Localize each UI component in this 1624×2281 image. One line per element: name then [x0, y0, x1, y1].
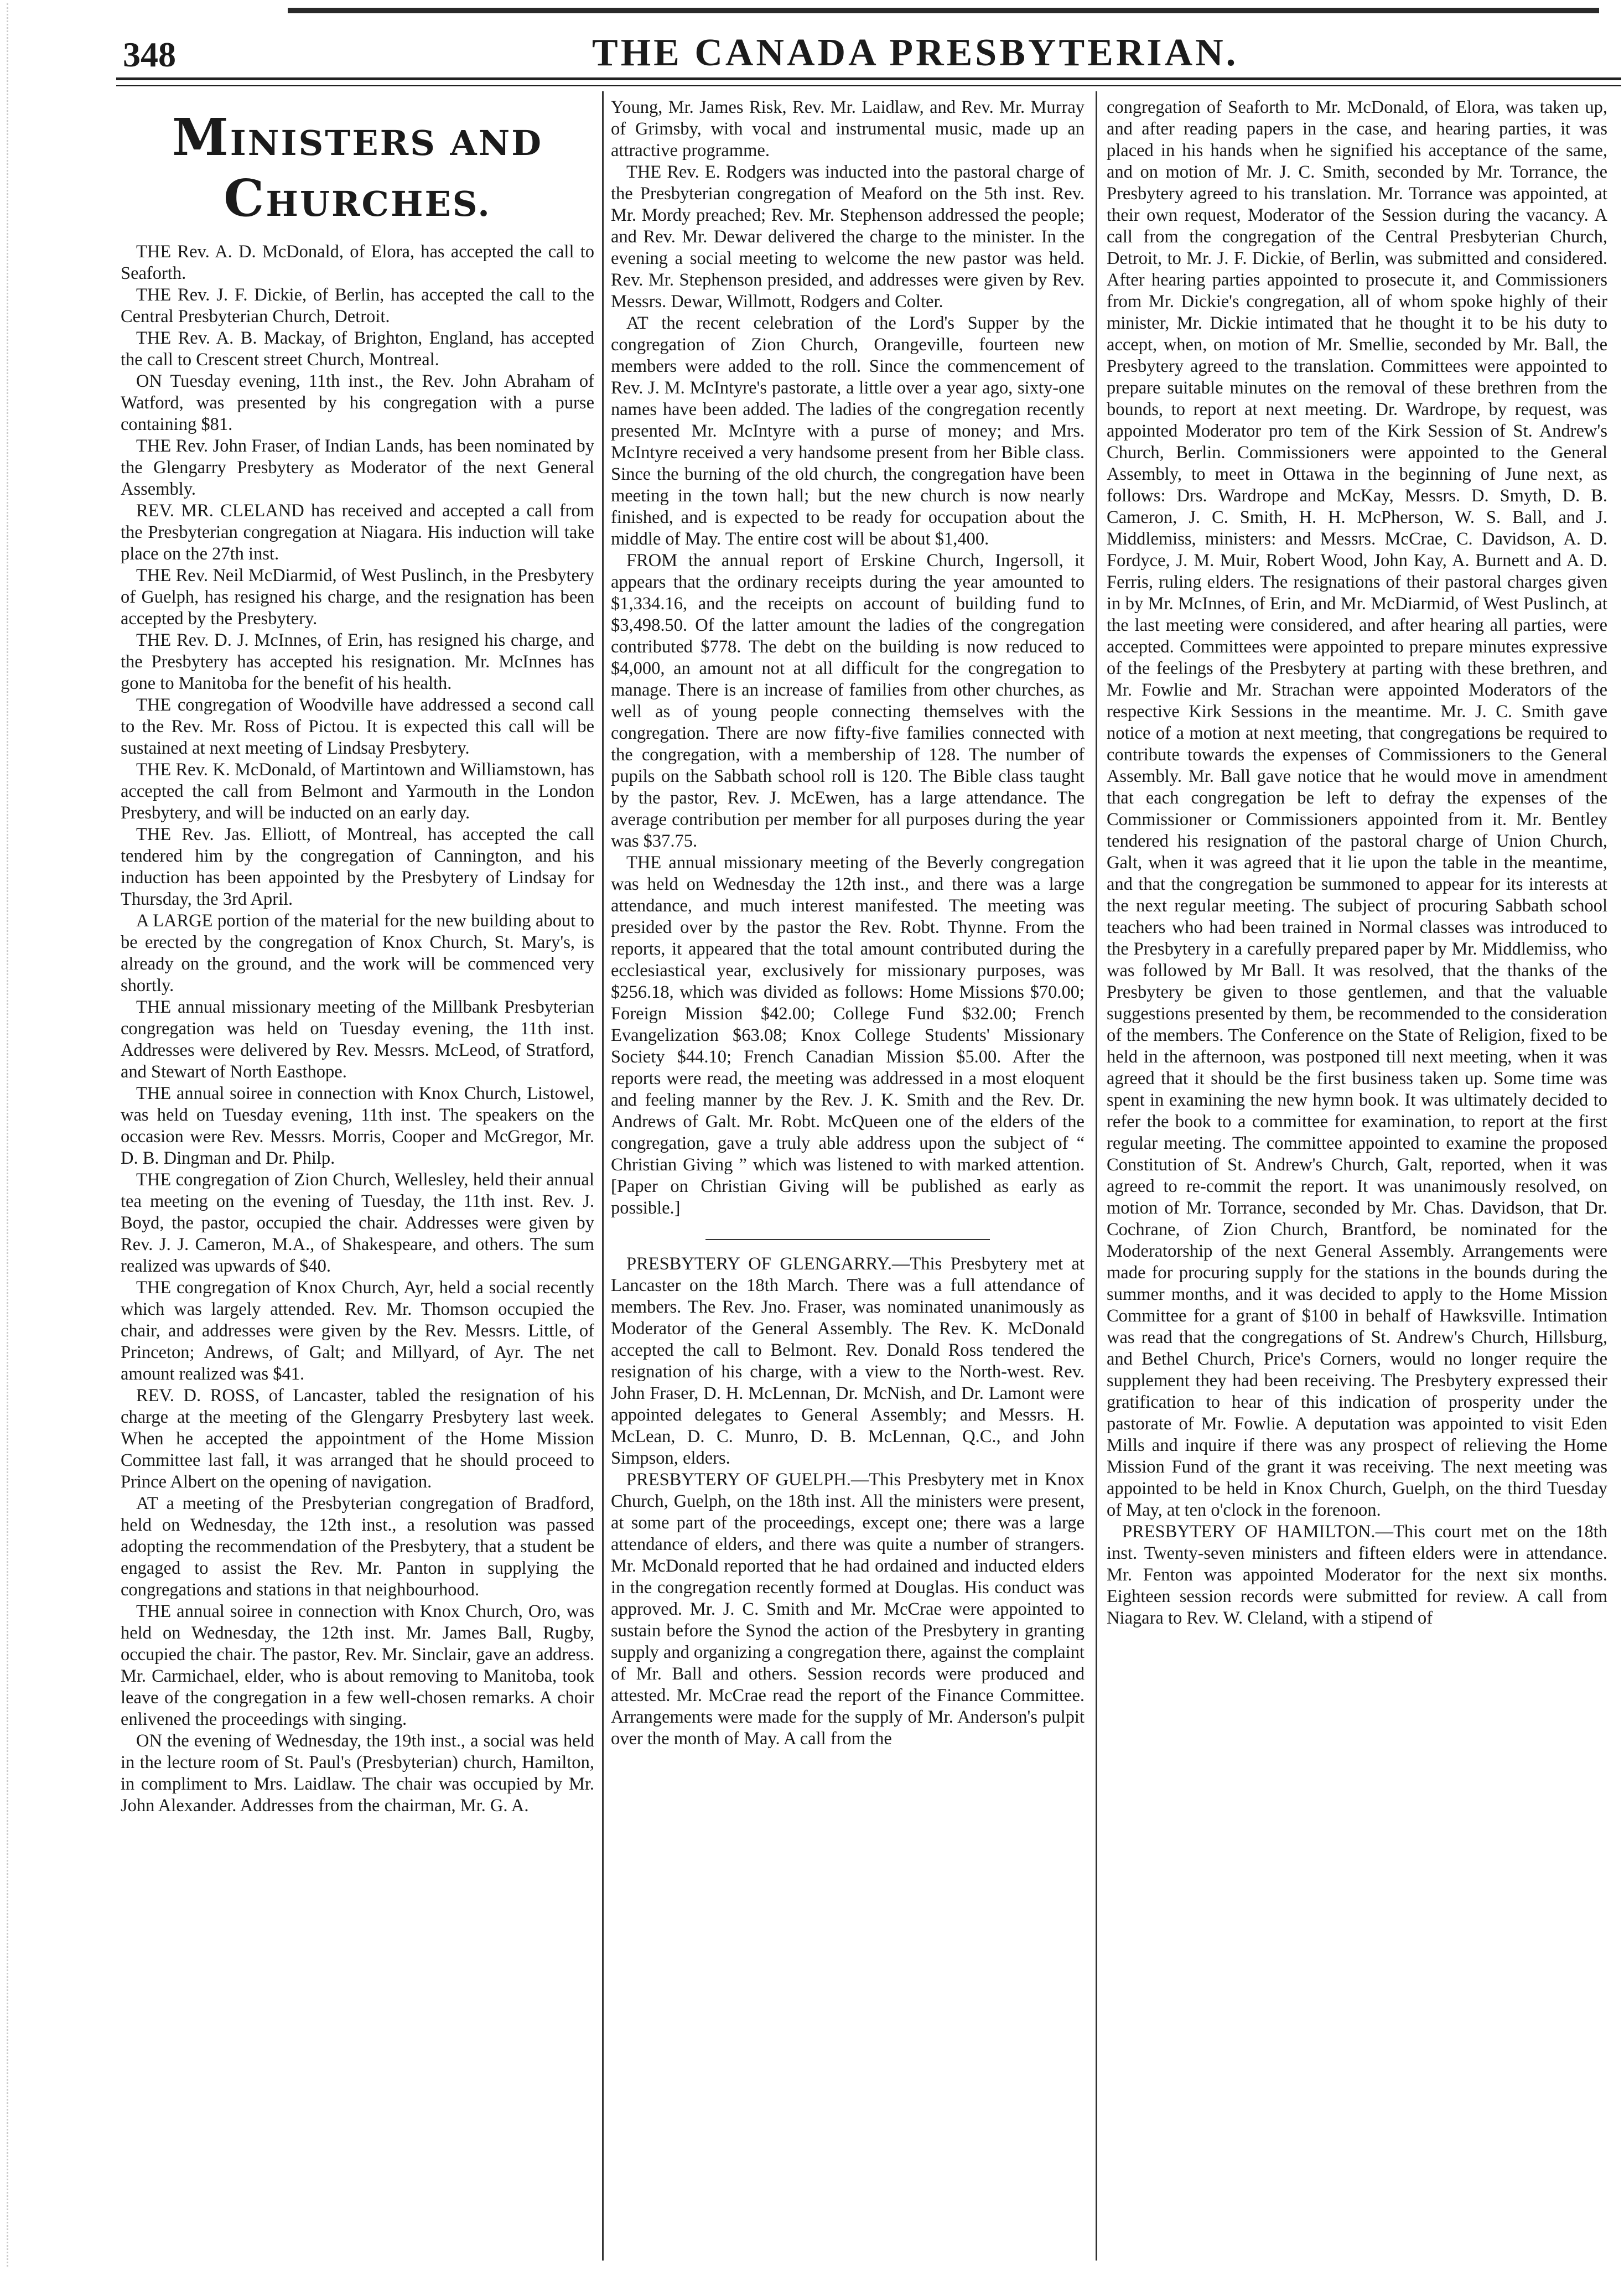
paragraph-lead: AT — [626, 313, 648, 333]
journal-title: THE CANADA PRESBYTERIAN. — [592, 32, 1239, 74]
article-paragraph — [121, 371, 594, 436]
article-paragraph — [121, 284, 594, 328]
paragraph-text: annual soiree in connection with Knox Church, Listowel, was held on Tuesday evening, 11th inst. The speakers on the occasion were Rev. Messrs. Morris, Cooper and McGregor, Mr. D. B. Dingman and Dr. Philp. — [121, 1083, 594, 1168]
paragraph-text: the evening of Wednesday, the 19th inst., a social was held in the lecture room of St. Paul's (Presbyterian) church, Hamilton, in compliment to Mrs. Laidlaw. The chair was occupied by Mr. John Alexander. Addresses from the chairman, Mr. G. A. — [121, 1730, 594, 1816]
article-paragraph — [611, 1469, 1085, 1750]
paragraph-text: —This Presbytery met at Lancaster on the 18th March. There was a full attendance of members. The Rev. Jno. Fraser, was nominated unanimously as Moderator of the General Assembly. The Rev. K. McDonald accepted the call to Belmont. Rev. Donald Ross tendered the resignation of his charge, with a view to the North-west. Rev. John Fraser, D. H. McLennan, Dr. McNish, and Dr. Lamont were appointed delegates to General Assembly; and Messrs. H. McLean, D. C. Munro, D. B. McLennan, Q.C., and John Simpson, elders. — [611, 1254, 1085, 1468]
article-paragraph — [121, 910, 594, 997]
paragraph-text: Rev. Neil McDiarmid, of West Puslinch, in the Presbytery of Guelph, has resigned his charge, and the resignation has been accepted by the Presbytery. — [121, 565, 594, 629]
column-2-separator — [705, 1239, 990, 1240]
paragraph-text: a meeting of the Presbyterian congregation of Bradford, held on Wednesday, the 12th inst., a resolution was passed adopting the recommendation of the Presbytery, that a student be engaged to assist the Rev. Mr. Panton in supplying the congregations and stations in that neighbourhood. — [121, 1493, 594, 1600]
paragraph-lead: PRESBYTERY OF GLENGARRY. — [626, 1254, 892, 1274]
column-divider-1 — [602, 91, 604, 2261]
paragraph-lead: THE — [136, 1601, 172, 1621]
paragraph-lead: THE — [136, 997, 172, 1017]
column-3-body — [1107, 97, 1607, 1629]
article-paragraph — [611, 313, 1085, 550]
paragraph-lead: THE — [136, 284, 172, 305]
column-2 — [611, 97, 1085, 1750]
paragraph-text: Rev. E. Rodgers was inducted into the pastoral charge of the Presbyterian congregation of Meaford on the 5th inst. Rev. Mr. Mordy preached; Rev. Mr. Stephenson addressed the people; and Rev. Mr. Dewar delivered the charge to the minister. In the evening a social meeting to welcome the new pastor was held. Rev. Mr. Stephenson presided, and addresses were given by Rev. Messrs. Dewar, Willmott, Rodgers and Colter. — [611, 162, 1085, 312]
paragraph-lead: THE — [136, 694, 172, 715]
article-paragraph — [121, 1601, 594, 1730]
paragraph-text: the annual report of Erskine Church, Ingersoll, it appears that the ordinary receipts during the year amounted to $1,334.16, and the receipts on account of building fund to $3,498.50. Of the latter amount the ladies of the congregation contributed $778. The debt on the building is now reduced to $4,000, an amount not at all difficult for the congregation to manage. There is an increase of families from other churches, as well as of young people connecting themselves with the congregation. There are now fifty-five families connected with the congregation, with a membership of 128. The number of pupils on the Sabbath school roll is 120. The Bible class taught by the pastor, Rev. J. McEwen, has a large attendance. The average contribution per member for all purposes during the year was $37.75. — [611, 551, 1085, 851]
paragraph-text: congregation of Zion Church, Wellesley, held their annual tea meeting on the evening of Tuesday, the 11th inst. Rev. J. Boyd, the pastor, occupied the chair. Addresses were given by Rev. J. J. Cameron, M.A., of Shakespeare, and others. The sum realized was upwards of $40. — [121, 1169, 594, 1276]
column-1-body — [121, 241, 594, 1817]
paragraph-text: portion of the material for the new building about to be erected by the congregation of Knox Church, St. Mary's, is already on the ground, and the work will be commenced very shortly. — [121, 910, 594, 996]
paragraph-text: Rev. K. McDonald, of Martintown and Williamstown, has accepted the call from Belmont and Yarmouth in the London Presbytery, and will be inducted on an early day. — [121, 759, 594, 823]
paragraph-text: has received and accepted a call from the Presbyterian congregation at Niagara. His induction will take place on the 27th inst. — [121, 500, 594, 564]
paragraph-lead: THE — [136, 759, 172, 780]
article-paragraph — [121, 630, 594, 694]
paragraph-lead: THE — [626, 853, 662, 873]
article-paragraph — [121, 694, 594, 759]
paragraph-lead: THE — [136, 630, 172, 650]
article-paragraph — [121, 436, 594, 500]
paragraph-text: Rev. Jas. Elliott, of Montreal, has accepted the call tendered him by the congregation of Cannington, and his induction has been appointed by the Presbytery of Lindsay for Thursday, the 3rd April. — [121, 824, 594, 909]
paragraph-text: Tuesday evening, 11th inst., the Rev. John Abraham of Watford, was presented by his congregation with a purse containing $81. — [121, 371, 594, 434]
article-paragraph — [121, 241, 594, 284]
paragraph-text: Rev. J. F. Dickie, of Berlin, has accepted the call to the Central Presbyterian Church, Detroit. — [121, 284, 594, 326]
article-paragraph — [121, 759, 594, 824]
paragraph-text: Rev. A. D. McDonald, of Elora, has accepted the call to Seaforth. — [121, 241, 594, 283]
article-paragraph — [121, 1277, 594, 1385]
heading-initial-m: M — [172, 107, 230, 167]
paragraph-text: Rev. John Fraser, of Indian Lands, has been nominated by the Glengarry Presbytery as Moderator of the next General Assembly. — [121, 436, 594, 499]
article-paragraph — [611, 97, 1085, 162]
column-divider-2 — [1096, 91, 1097, 2261]
article-paragraph — [121, 1083, 594, 1169]
paragraph-lead: THE — [136, 1083, 172, 1103]
column-2-news-body — [611, 97, 1085, 1219]
article-paragraph — [121, 1169, 594, 1277]
paragraph-text: congregation of Knox Church, Ayr, held a social recently which was largely attended. Rev. Mr. Thomson occupied the chair, and addresses were given by the Rev. Messrs. Little, of Princeton; Andrews, of Galt; and Millyard, of Ayr. The net amount realized was $41. — [121, 1277, 594, 1384]
paragraph-lead: A LARGE — [136, 910, 213, 931]
article-paragraph — [1107, 1521, 1607, 1629]
paragraph-text: —This court met on the 18th inst. Twenty-seven ministers and fifteen elders were in attendance. Mr. Fenton was appointed Moderator for the next six months. Eighteen session records were submitted for review. A call from Niagara to Rev. W. Cleland, with a stipend of — [1107, 1522, 1607, 1628]
article-paragraph — [611, 550, 1085, 852]
article-paragraph — [1107, 97, 1607, 1521]
paragraph-text: annual soiree in connection with Knox Church, Oro, was held on Wednesday, the 12th inst. Mr. James Ball, Rugby, occupied the chair. The pastor, Rev. Mr. Sinclair, gave an address. Mr. Carmichael, elder, who is about removing to Manitoba, took leave of the congregation in a few well-chosen remarks. A choir enlivened the proceedings with singing. — [121, 1601, 594, 1729]
article-paragraph — [121, 328, 594, 371]
paragraph-lead: THE — [136, 1169, 172, 1190]
paragraph-text: , of Lancaster, tabled the resignation of his charge at the meeting of the Glengarry Presbytery last week. When he accepted the appointment of the Home Mission Committee last fall, it was arranged that he should proceed to Prince Albert on the opening of navigation. — [121, 1385, 594, 1492]
paragraph-lead: THE — [136, 436, 172, 456]
paragraph-lead: REV. D. ROSS — [136, 1385, 256, 1406]
article-paragraph — [121, 824, 594, 910]
header-rule-thick — [116, 77, 1621, 80]
paragraph-text: congregation of Woodville have addressed a second call to the Rev. Mr. Ross of Pictou. It is expected this call will be sustained at next meeting of Lindsay Presbytery. — [121, 694, 594, 758]
column-1 — [121, 97, 594, 1817]
heading-word-2: HURCHES. — [266, 184, 491, 225]
paragraph-lead: ON — [136, 1730, 162, 1751]
article-paragraph — [121, 500, 594, 565]
paragraph-lead: PRESBYTERY OF HAMILTON. — [1122, 1522, 1376, 1542]
article-paragraph — [121, 1730, 594, 1817]
paragraph-lead: THE — [136, 241, 172, 262]
article-paragraph — [121, 1385, 594, 1493]
paragraph-lead: THE — [136, 1277, 172, 1298]
page-number: 348 — [123, 35, 176, 74]
article-paragraph — [121, 997, 594, 1083]
header-rule-thin — [116, 85, 1621, 86]
paragraph-lead: THE — [136, 824, 172, 844]
paragraph-text: —This Presbytery met in Knox Church, Guelph, on the 18th inst. All the ministers were present, at some part of the proceedings, except one; there was a large attendance of elders, and there was quite a number of strangers. Mr. McDonald reported that he had ordained and inducted elders in the congregation recently formed at Douglas. His conduct was approved. Mr. J. C. Smith and Mr. McCrae were appointed to sustain before the Synod the action of the Presbytery in granting supply and organizing a congregation there, against the complaint of Mr. Ball and others. Session records were produced and attested. Mr. McCrae read the report of the Finance Committee. Arrangements were made for the supply of Mr. Anderson's pulpit over the month of May. A call from the — [611, 1470, 1085, 1749]
paragraph-text: Rev. A. B. Mackay, of Brighton, England, has accepted the call to Crescent street Church, Montreal. — [121, 328, 594, 370]
heading-word-1: INISTERS AND — [230, 123, 543, 163]
paragraph-lead: THE — [626, 162, 662, 182]
paragraph-text: the recent celebration of the Lord's Supper by the congregation of Zion Church, Orangeville, fourteen new members were added to the roll. Since the commencement of Rev. J. M. McIntyre's pastorate, a little over a year ago, sixty-one names have been added. The ladies of the congregation recently presented Mr. McIntyre with a purse of money; and Mrs. McIntyre received a very handsome present from her Bible class. Since the burning of the old church, the congregation have been meeting in the town hall; but the new church is now nearly finished, and is expected to be ready for occupation about the middle of May. The entire cost will be about $1,400. — [611, 313, 1085, 549]
column-3 — [1107, 97, 1607, 1629]
paragraph-lead: AT — [136, 1493, 158, 1513]
paragraph-lead: THE — [136, 328, 172, 348]
page-edge-dots — [7, 3, 15, 2267]
article-paragraph — [611, 162, 1085, 313]
paragraph-lead: REV. MR. CLELAND — [136, 500, 304, 521]
paragraph-text: congregation of Seaforth to Mr. McDonald, of Elora, was taken up, and after reading papers in the case, and hearing parties, it was placed in his hands when he signified his acceptance of the same, and on motion of Mr. J. C. Smith, seconded by Mr. Torrance, the Presbytery agreed to his translation. Mr. Torrance was appointed, at their own request, Moderator of the Session during the vacancy. A call from the congregation of the Central Presbyterian Church, Detroit, to Mr. J. F. Dickie, of Berlin, was submitted and considered. After hearing parties appointed to prosecute it, and Commissioners from Mr. Dickie's congregation, all of whom spoke highly of their minister, Mr. Dickie intimated that he thought it to be his duty to accept, when, on motion of Mr. Smellie, seconded by Mr. Ball, the Presbytery agreed to the translation. Committees were appointed to prepare suitable minutes on the removal of these brethren from the bounds, to report at next meeting. Dr. Wardrope, by request, was appointed Moderator pro tem of the Kirk Session of St. Andrew's Church, Berlin. Commissioners were appointed to the General Assembly, to meet in Ottawa in the beginning of June next, as follows: Drs. Wardrope and McKay, Messrs. D. Smyth, D. B. Cameron, J. C. Smith, H. H. McPherson, W. S. Ball, and J. Middlemiss, ministers: and Messrs. McCrae, C. Davidson, A. D. Fordyce, J. M. Muir, Robert Wood, John Kay, A. Burnett and A. D. Ferris, ruling elders. The resignations of their pastoral charges given in by Mr. McInnes, of Erin, and Mr. McDiarmid, of West Puslinch, at the last meeting were considered, and after hearing all parties, were accepted. Committees were appointed to prepare minutes expressive of the feelings of the Presbytery at parting with these brethren, and Mr. Fowlie and Mr. Strachan were appointed Moderators of the respective Kirk Sessions in the meantime. Mr. J. C. Smith gave notice of a motion at next meeting, that congregations be required to contribute towards the expenses of Commissioners to the General Assembly. Mr. Ball gave notice that he would move in amendment that each congregation be left to defray the expenses of the Commissioner or Commissioners appointed from it. Mr. Bentley tendered his resignation of the pastoral charge of Union Church, Galt, when it was agreed that it lie upon the table in the meantime, and that the congregation be summoned to appear for its interests at the next regular meeting. The subject of procuring Sabbath school teachers who had been trained in Normal classes was introduced to the Presbytery in a carefully prepared paper by Mr. Middlemiss, who was followed by Mr Ball. It was resolved, that the thanks of the Presbytery be given to those gentlemen, and that the valuable suggestions presented by them, be recommended to the consideration of the members. The Conference on the State of Religion, fixed to be held in the afternoon, was postponed till next meeting, when it was agreed that it should be the first business taken up. Some time was spent in examining the new hymn book. It was ultimately decided to refer the book to a committee for examination, to report at the first regular meeting. The committee appointed to examine the proposed Constitution of St. Andrew's Church, Galt, reported, when it was agreed to re-commit the report. It was unanimously resolved, on motion of Mr. Torrance, seconded by Mr. Chas. Davidson, that Dr. Cochrane, of Zion Church, Brantford, be nominated for the Moderatorship of the next General Assembly. Arrangements were made for procuring supply for the stations in the bounds during the summer months, and it was decided to apply to the Home Mission Committee for a grant of $100 in behalf of Hawksville. Intimation was read that the congregations of St. Andrew's Church, Hillsburg, and Bethel Church, Price's Corners, would no longer require the supplement they had been receiving. The Presbytery expressed their gratification to hear of this indication of prosperity under the pastorate of Mr. Fowlie. A deputation was appointed to visit Eden Mills and inquire if there was any prospect of relieving the Home Mission Fund of the grant it was receiving. The next meeting was appointed to be held in Knox Church, Guelph, on the third Tuesday of May, at ten o'clock in the forenoon. — [1107, 97, 1607, 1520]
paragraph-lead: THE — [136, 565, 172, 585]
paragraph-lead: ON — [136, 371, 162, 391]
paragraph-lead: FROM — [626, 551, 678, 571]
heading-initial-c: C — [224, 168, 266, 229]
paragraph-text: Rev. D. J. McInnes, of Erin, has resigned his charge, and the Presbytery has accepted his resignation. Mr. McInnes has gone to Manitoba for the benefit of his health. — [121, 630, 594, 693]
paragraph-text: Young, Mr. James Risk, Rev. Mr. Laidlaw, and Rev. Mr. Murray of Grimsby, with vocal and instrumental music, made up an attractive programme. — [611, 97, 1085, 160]
column-2-presbytery-body — [611, 1253, 1085, 1750]
article-paragraph — [121, 565, 594, 630]
section-heading — [121, 107, 594, 229]
article-paragraph — [611, 1253, 1085, 1469]
paragraph-text: annual missionary meeting of the Millbank Presbyterian congregation was held on Tuesday evening, the 11th inst. Addresses were delivered by Rev. Messrs. McLeod, of Stratford, and Stewart of North Easthope. — [121, 997, 594, 1082]
article-paragraph — [121, 1493, 594, 1601]
paragraph-lead: PRESBYTERY OF GUELPH. — [626, 1470, 851, 1490]
top-print-band — [288, 8, 1599, 13]
paragraph-text: annual missionary meeting of the Beverly congregation was held on Wednesday the 12th inst., and there was a large attendance, and much interest manifested. The meeting was presided over by the pastor the Rev. Robt. Thynne. From the reports, it appeared that the total amount contributed during the ecclesiastical year, exclusively for missionary purposes, was $256.18, which was divided as follows: Home Missions $70.00; Foreign Mission $42.00; College Fund $32.00; French Evangelization $63.08; Knox College Students' Missionary Society $44.10; French Canadian Mission $5.00. After the reports were read, the meeting was addressed in a most eloquent and feeling manner by the Rev. J. K. Smith and the Rev. Dr. Andrews of Galt. Mr. Robt. McQueen one of the elders of the congregation, gave a truly able address upon the subject of “ Christian Giving ” which was listened to with marked attention. [Paper on Christian Giving will be published as early as possible.] — [611, 853, 1085, 1218]
article-paragraph — [611, 852, 1085, 1219]
